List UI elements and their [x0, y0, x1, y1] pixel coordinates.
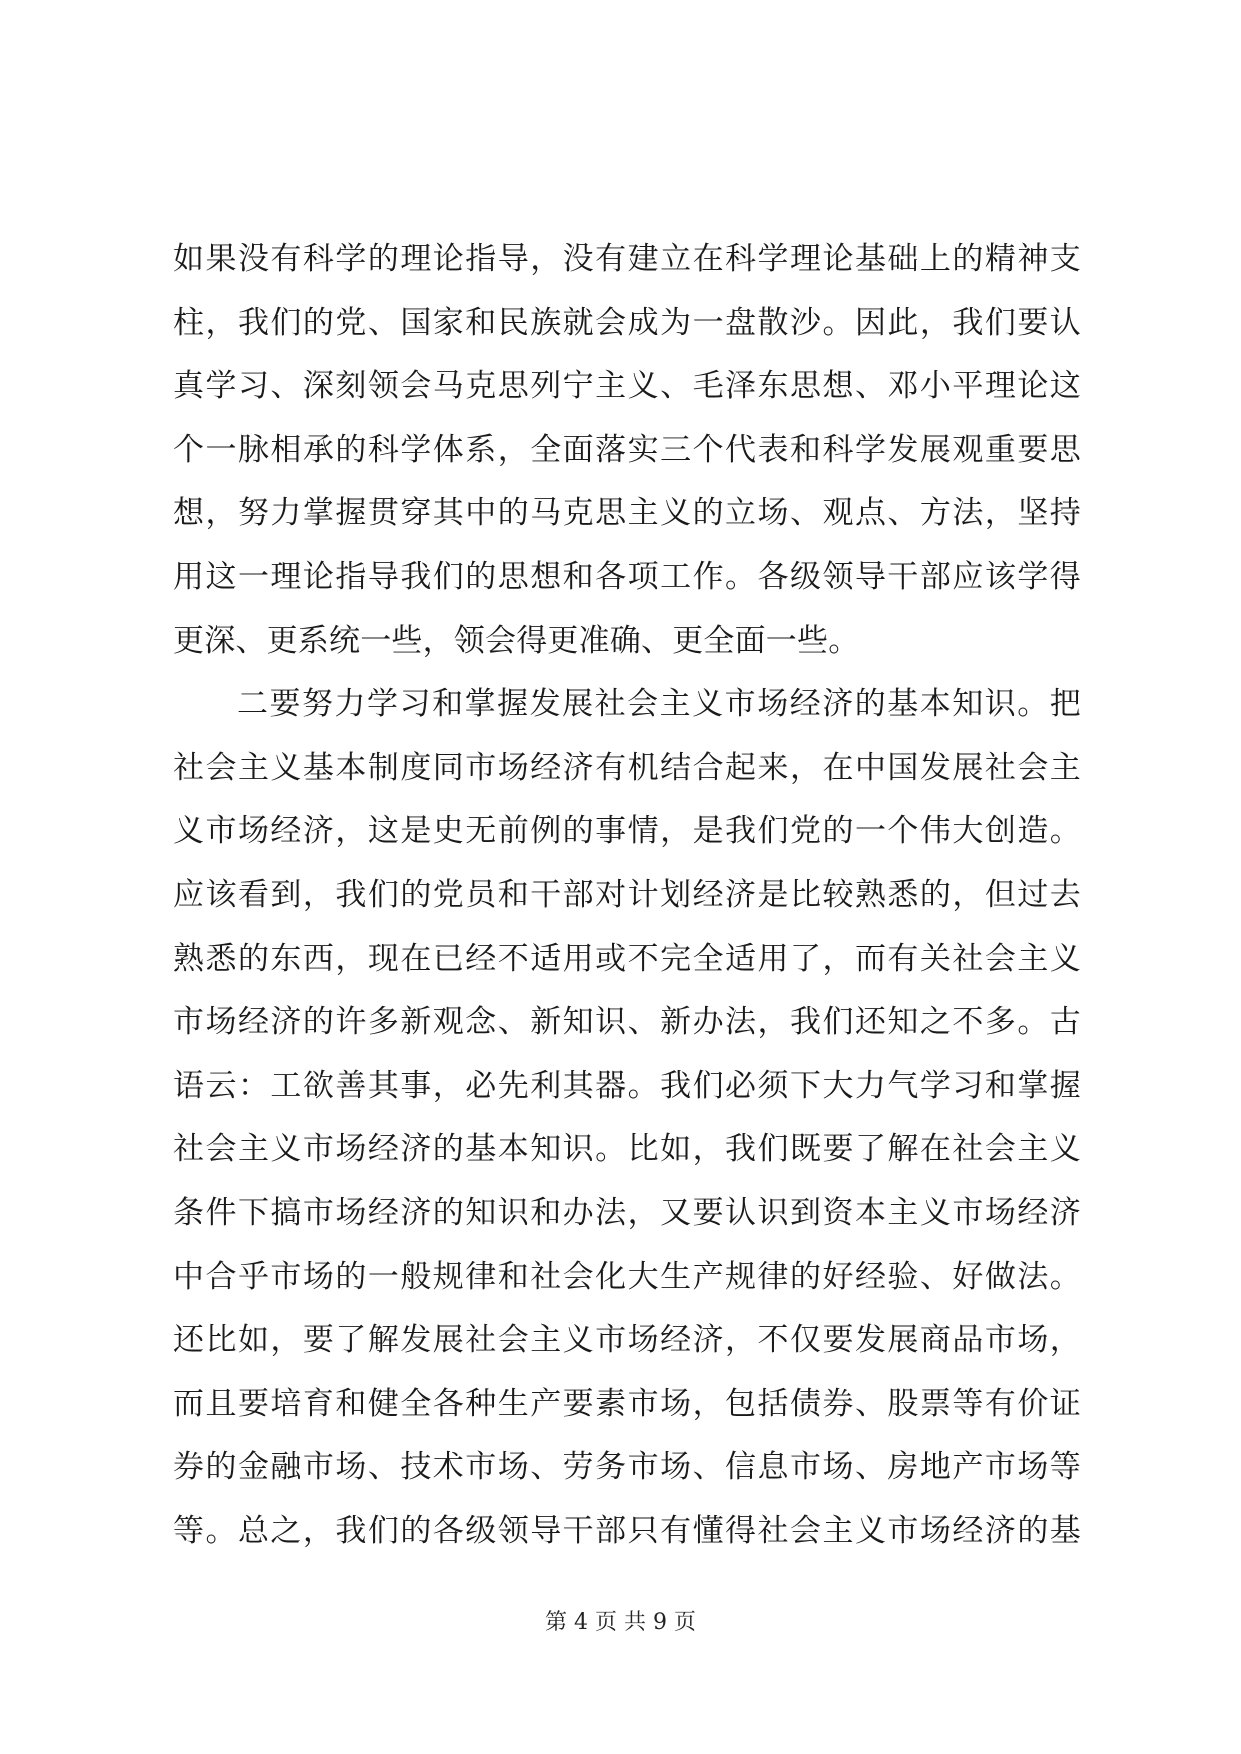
- text-line: 市场经济的许多新观念、新知识、新办法，我们还知之不多。古: [173, 1004, 1081, 1041]
- text-line: 券的金融市场、技术市场、劳务市场、信息市场、房地产市场等: [173, 1449, 1081, 1486]
- text-line: 中合乎市场的一般规律和社会化大生产规律的好经验、好做法。: [173, 1258, 1081, 1295]
- text-line: 社会主义市场经济的基本知识。比如，我们既要了解在社会主义: [173, 1131, 1081, 1168]
- text-line: 如果没有科学的理论指导，没有建立在科学理论基础上的精神支: [173, 241, 1081, 277]
- text-line: 语云：工欲善其事，必先利其器。我们必须下大力气学习和掌握: [173, 1067, 1081, 1104]
- text-line: 条件下搞市场经济的知识和办法，又要认识到资本主义市场经济: [173, 1194, 1081, 1231]
- text-line: 熟悉的东西，现在已经不适用或不完全适用了，而有关社会主义: [173, 940, 1081, 977]
- text-line: 用这一理论指导我们的思想和各项工作。各级领导干部应该学得: [173, 558, 1081, 595]
- text-line: 柱，我们的党、国家和民族就会成为一盘散沙。因此，我们要认: [173, 304, 1081, 341]
- body-text: [173, 228, 1081, 1563]
- paragraph-first-line: 二要努力学习和掌握发展社会主义市场经济的基本知识。把: [237, 686, 1081, 723]
- text-line: 义市场经济，这是史无前例的事情，是我们党的一个伟大创造。: [173, 813, 1081, 850]
- text-line: 而且要培育和健全各种生产要素市场，包括债券、股票等有价证: [173, 1385, 1081, 1422]
- text-line: 还比如，要了解发展社会主义市场经济，不仅要发展商品市场，: [173, 1322, 1081, 1359]
- text-line: 等。总之，我们的各级领导干部只有懂得社会主义市场经济的基: [173, 1512, 1081, 1549]
- text-line: 想，努力掌握贯穿其中的马克思主义的立场、观点、方法，坚持: [173, 495, 1081, 532]
- text-line: 社会主义基本制度同市场经济有机结合起来，在中国发展社会主: [173, 749, 1081, 786]
- text-line: 更深、更系统一些，领会得更准确、更全面一些。: [173, 622, 860, 659]
- page-footer: 第 4 页 共 9 页: [545, 1610, 696, 1635]
- text-line: 应该看到，我们的党员和干部对计划经济是比较熟悉的，但过去: [173, 876, 1081, 913]
- text-line: 真学习、深刻领会马克思列宁主义、毛泽东思想、邓小平理论这: [173, 368, 1081, 405]
- text-line: 个一脉相承的科学体系，全面落实三个代表和科学发展观重要思: [173, 431, 1081, 468]
